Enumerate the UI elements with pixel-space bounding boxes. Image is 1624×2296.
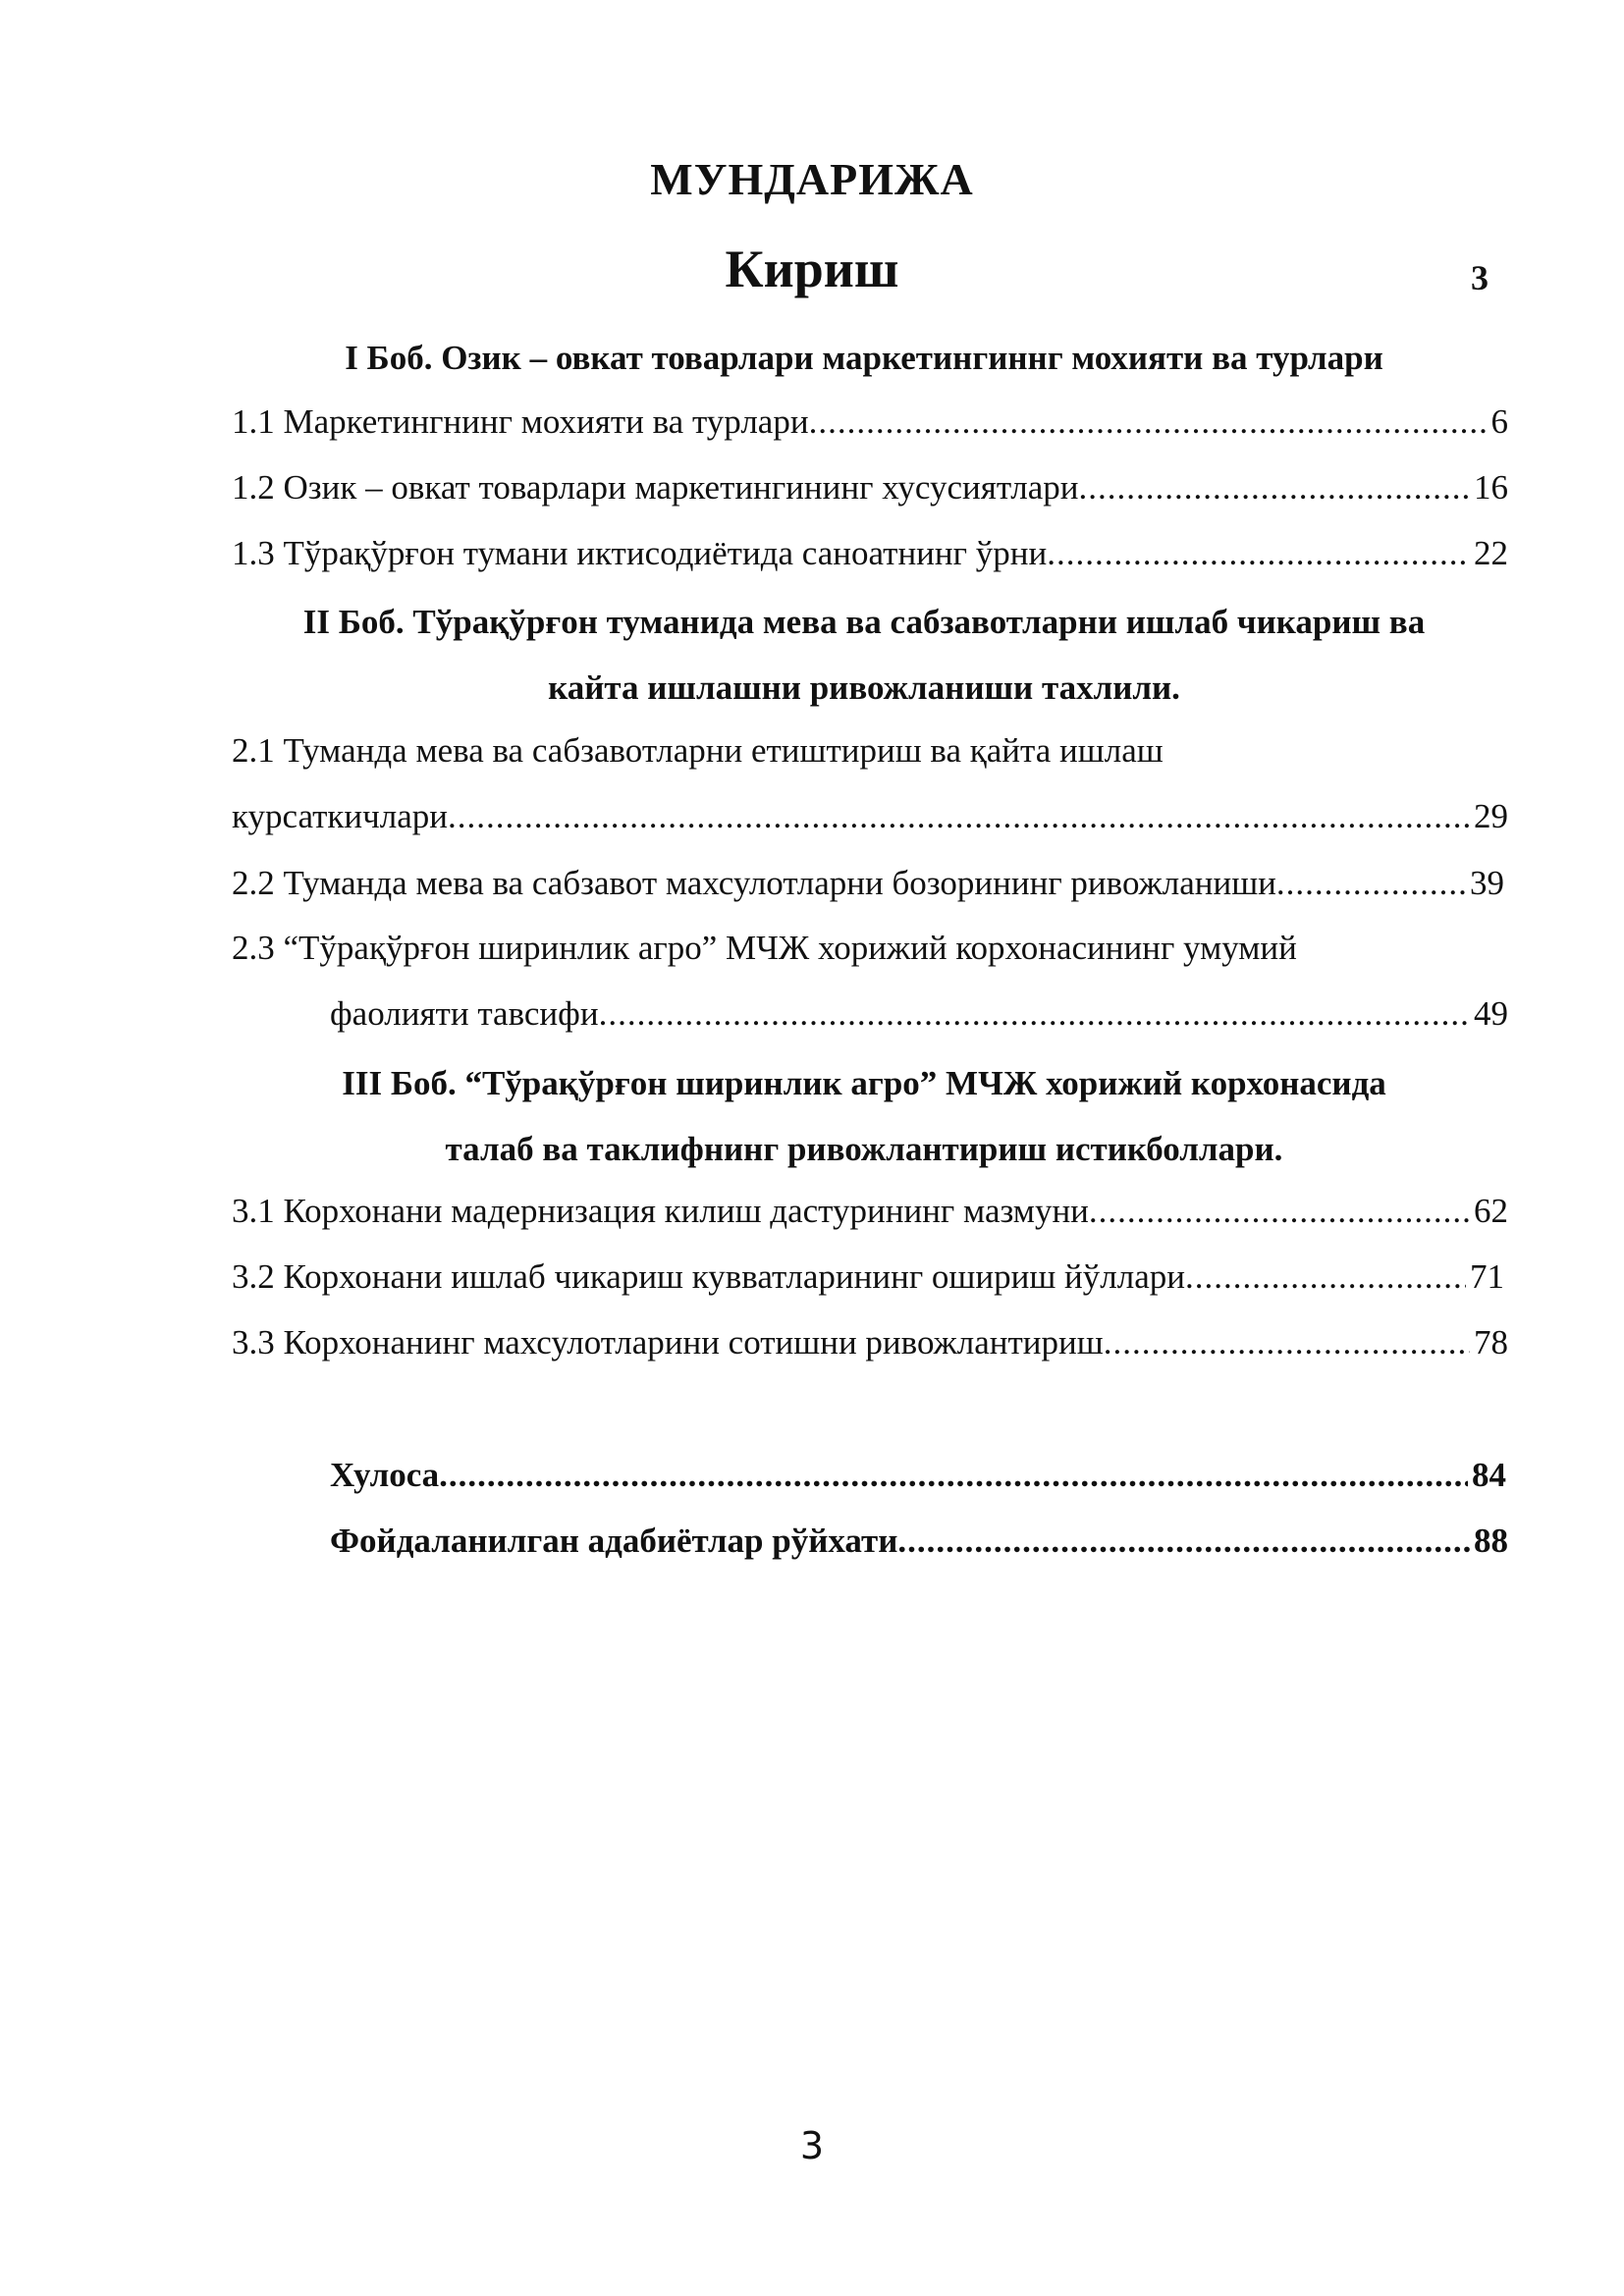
toc-entry-label: 1.3 Тўрақўрғон тумани иктисодиётида саноатнинг ўрни	[232, 534, 1048, 572]
toc-entry-page: 16	[1474, 468, 1508, 507]
toc-entry-label: Фойдаланилган адабиётлар рўйхати	[330, 1522, 898, 1560]
toc-entry-1-2	[232, 468, 1508, 507]
chapter-2-heading-line-1: II Боб. Тўрақўрғон туманида мева ва сабзавотларни ишлаб чикариш ва	[302, 603, 1426, 641]
toc-entry-page: 22	[1474, 534, 1508, 572]
toc-entry-label: 3.3 Корхонанинг махсулотларини сотишни ривожлантириш	[232, 1323, 1104, 1362]
toc-entry-3-3	[232, 1323, 1508, 1362]
dot-leader	[448, 797, 1470, 836]
toc-entry-label: 3.2 Корхонани ишлаб чикариш кувватларининг ошириш йўллари	[232, 1257, 1185, 1296]
toc-entry-3-2	[232, 1257, 1504, 1297]
toc-entry-page: 84	[1472, 1456, 1506, 1494]
dot-leader	[439, 1456, 1468, 1495]
toc-entry-page: 88	[1474, 1522, 1508, 1560]
dot-leader	[1078, 468, 1470, 507]
toc-entry-page: 39	[1470, 864, 1504, 902]
document-title: МУНДАРИЖА	[650, 154, 974, 204]
dot-leader	[1089, 1192, 1470, 1231]
toc-entry-label: Хулоса	[330, 1456, 440, 1494]
page-number: 3	[799, 2124, 825, 2167]
toc-entry-references	[330, 1522, 1508, 1561]
toc-entry-2-1	[232, 797, 1508, 836]
dot-leader	[1047, 534, 1470, 573]
toc-entry-label: 3.1 Корхонани мадернизация килиш дастурининг мазмуни	[232, 1192, 1089, 1230]
dot-leader	[1185, 1257, 1466, 1297]
toc-entry-label: 1.2 Озик – овкат товарлари маркетингининг хусусиятлари	[232, 468, 1079, 507]
toc-entry-label: курсаткичлари	[232, 797, 448, 835]
toc-entry-page: 49	[1474, 994, 1508, 1033]
dot-leader	[599, 994, 1470, 1034]
toc-entry-3-1	[232, 1192, 1508, 1231]
toc-entry-label: 2.2 Туманда мева ва сабзавот махсулотларни бозорининг ривожланиши	[232, 864, 1276, 902]
toc-entry-page: 71	[1470, 1257, 1504, 1296]
toc-entry-1-1	[232, 402, 1508, 442]
toc-entry-page: 62	[1474, 1192, 1508, 1230]
toc-entry-2-3-line-1: 2.3 “Тўрақўрғон ширинлик агро” МЧЖ хорижий корхонасининг умумий	[232, 929, 1297, 967]
toc-entry-page: 29	[1474, 797, 1508, 835]
dot-leader	[1104, 1323, 1470, 1362]
intro-page-number: 3	[1471, 258, 1489, 297]
chapter-1-heading	[226, 325, 1502, 391]
intro-heading: Кириш	[725, 240, 899, 298]
chapter-3-heading-line-2: талаб ва таклифнинг ривожлантириш истикболлари.	[445, 1130, 1283, 1168]
toc-entry-1-3	[232, 534, 1508, 573]
toc-entry-2-2	[232, 864, 1504, 903]
chapter-3-heading	[226, 1050, 1502, 1182]
dot-leader	[809, 402, 1488, 442]
chapter-1-heading-text: I Боб. Озик – овкат товарлари маркетингиннг мохияти ва турлари	[345, 339, 1383, 377]
dot-leader	[897, 1522, 1470, 1561]
toc-entry-2-3	[330, 994, 1508, 1034]
toc-entry-2-1-line-1: 2.1 Туманда мева ва сабзавотларни етиштириш ва қайта ишлаш	[232, 731, 1164, 770]
chapter-2-heading	[226, 589, 1502, 721]
dot-leader	[1276, 864, 1466, 903]
toc-entry-conclusion	[330, 1456, 1506, 1495]
chapter-3-heading-line-1: III Боб. “Тўрақўрғон ширинлик агро” МЧЖ хорижий корхонасида	[342, 1064, 1386, 1102]
toc-entry-page: 6	[1490, 402, 1508, 441]
chapter-2-heading-line-2: кайта ишлашни ривожланиши тахлили.	[548, 668, 1180, 707]
toc-entry-page: 78	[1474, 1323, 1508, 1362]
toc-entry-label: 1.1 Маркетингнинг мохияти ва турлари	[232, 402, 809, 441]
toc-entry-label: фаолияти тавсифи	[330, 994, 599, 1033]
